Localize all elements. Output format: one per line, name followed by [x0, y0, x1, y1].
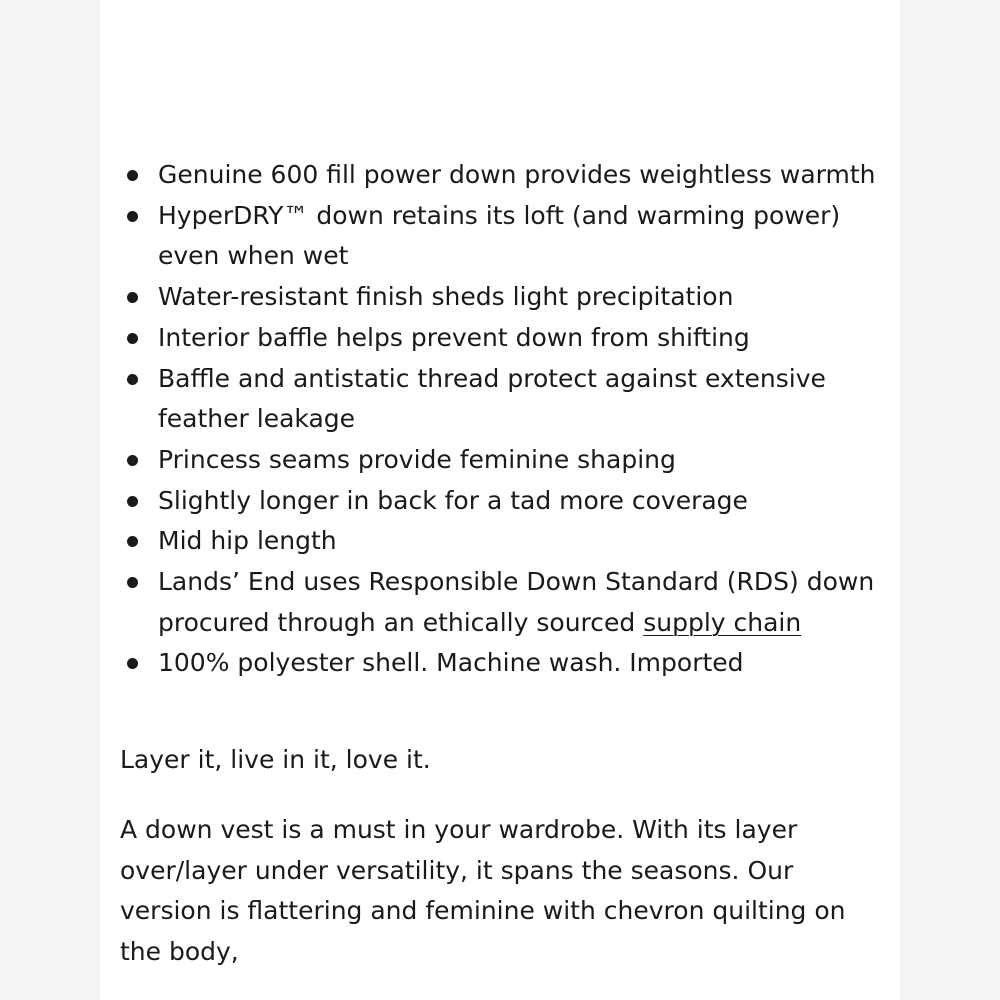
- bullet-icon: [127, 292, 138, 303]
- feature-text: Mid hip length: [158, 526, 337, 556]
- feature-text: 100% polyester shell. Machine wash. Imported: [158, 648, 744, 678]
- feature-item: [158, 318, 878, 359]
- bullet-icon: [127, 333, 138, 344]
- feature-text: Slightly longer in back for a tad more coverage: [158, 485, 748, 515]
- feature-list: [158, 155, 878, 684]
- bullet-icon: [127, 374, 138, 385]
- feature-text: Water-resistant finish sheds light precipitation: [158, 282, 734, 312]
- feature-item: [158, 562, 878, 643]
- bullet-icon: [127, 536, 138, 547]
- feature-item: [158, 359, 878, 440]
- feature-item: [158, 521, 878, 562]
- feature-text: Interior baffle helps prevent down from shifting: [158, 322, 750, 352]
- product-description-page: [100, 0, 900, 1000]
- bullet-icon: [127, 211, 138, 222]
- feature-item: [158, 481, 878, 522]
- bullet-icon: [127, 170, 138, 181]
- feature-text: Lands’ End uses Responsible Down Standard (RDS) down procured through an ethically sourced: [158, 567, 875, 637]
- tagline: Layer it, live in it, love it.: [120, 745, 431, 774]
- feature-text: HyperDRY™ down retains its loft (and warming power) even when wet: [158, 200, 841, 271]
- feature-item: [158, 643, 878, 684]
- bullet-icon: [127, 496, 138, 507]
- feature-text: Baffle and antistatic thread protect against extensive feather leakage: [158, 363, 826, 434]
- feature-text: Genuine 600 fill power down provides weightless warmth: [158, 160, 876, 189]
- feature-item: [158, 155, 878, 196]
- feature-text: Princess seams provide feminine shaping: [158, 444, 676, 474]
- bullet-icon: [127, 658, 138, 669]
- description-paragraph: A down vest is a must in your wardrobe. With its layer over/layer under versatility, it spans the seasons. Our version is flattering and feminine with chevron quilting on the body,: [120, 815, 846, 966]
- feature-item: [158, 440, 878, 481]
- feature-item: [158, 277, 878, 318]
- supply-chain-link[interactable]: supply chain: [643, 607, 802, 637]
- bullet-icon: [127, 577, 138, 588]
- bullet-icon: [127, 455, 138, 466]
- feature-item: [158, 196, 878, 277]
